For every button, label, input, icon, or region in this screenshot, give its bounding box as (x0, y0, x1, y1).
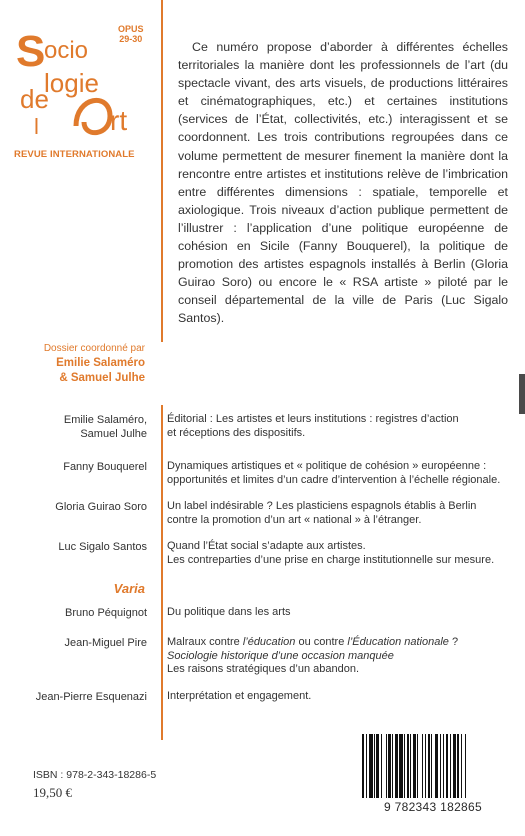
author-name (7, 413, 147, 441)
title-line: Quand l’État social s’adapte aux artistes. (167, 540, 366, 552)
title-segment: ou contre (295, 636, 348, 648)
title-line (167, 636, 512, 650)
author-name: Bruno Péquignot (65, 607, 147, 619)
article-title (167, 636, 512, 677)
price: 19,50 € (33, 785, 72, 800)
title-line: Un label indésirable ? Les plasticiens espagnols établis à Berlin (167, 500, 477, 512)
author-name: Gloria Guirao Soro (55, 501, 147, 513)
title-segment: ? (448, 636, 459, 648)
logo-swirl (76, 100, 110, 132)
barcode-bar (466, 734, 467, 798)
article-title (167, 413, 512, 440)
dossier-coordination (14, 342, 145, 386)
logo-graphic (14, 26, 154, 148)
dossier-names-2: & Samuel Julhe (59, 372, 145, 384)
dossier-label: Dossier coordonné par (43, 343, 145, 354)
orange-divider-top (161, 0, 163, 342)
varia-heading: Varia (113, 581, 145, 596)
article-title: Interprétation et engagement. (167, 690, 312, 702)
author-line: Emilie Salaméro, (63, 414, 147, 426)
opus-number: 29-30 (119, 34, 143, 44)
logo-l: l (34, 114, 39, 139)
title-line: Les raisons stratégiques d’un abandon. (167, 663, 360, 675)
edge-tab (519, 374, 525, 414)
author-name: Jean-Pierre Esquenazi (35, 691, 147, 703)
title-segment-italic: l’Éducation nationale (347, 636, 449, 648)
title-line: et réceptions des dispositifs. (167, 426, 306, 439)
author-line: Samuel Julhe (80, 428, 147, 440)
title-line: contre la promotion d’un art « national » à l’étranger. (167, 513, 422, 526)
title-segment-italic: l’éducation (242, 636, 296, 648)
journal-subtitle: REVUE INTERNATIONALE (14, 149, 135, 160)
logo-ocio: ocio (44, 37, 89, 64)
title-line: Sociologie historique d’une occasion manquée (167, 649, 394, 662)
dossier-names-1: Emilie Salaméro (56, 357, 145, 369)
logo-s: S (16, 27, 46, 76)
barcode (362, 734, 504, 798)
author-name: Fanny Bouquerel (63, 461, 147, 473)
logo-de: de (20, 84, 49, 114)
intro-paragraph (178, 38, 508, 328)
barcode-number: 9 782343 182865 (362, 800, 504, 814)
article-title: Du politique dans les arts (167, 606, 291, 618)
intro-text: Ce numéro propose d’aborder à différentes échelles territoriales la manière dont les professionnels de l’art (du spectacle vivant, des arts visuels, de productions littéraires et cinématographiques, etc.) et certaines institutions (services de l’État, collectivités, etc.) interagissent et se coordonnent. Les trois contributions regroupées dans ce volume permettent de mesurer finement la manière dont la rencontre entre artistes et institutions relève de l’imbrication entre différentes dimensions : spatiale, temporelle et axiologique. Trois niveaux d’action publique permettent de l’illustrer : l’application d’une politique européenne de cohésion en Sicile (Fanny Bouquerel), la politique de promotion des artistes espagnols installés à Berlin (Gloria Guirao Soro) ou encore le « RSA artiste » piloté par le conseil départemental de la ville de Paris (Luc Sigalo Santos). (178, 40, 508, 326)
orange-divider-bottom (161, 405, 163, 740)
title-line: Éditorial : Les artistes et leurs institutions : registres d’action (167, 413, 459, 425)
opus-label (118, 24, 144, 44)
title-line: Les contreparties d’une prise en charge institutionnelle sur mesure. (167, 553, 495, 566)
journal-logo (14, 26, 154, 148)
author-name: Jean-Miguel Pire (64, 637, 147, 649)
article-title (167, 500, 512, 527)
logo-logie: logie (44, 68, 99, 98)
isbn: ISBN : 978-2-343-18286-5 (33, 769, 157, 781)
logo-rt: rt (110, 105, 128, 136)
author-name: Luc Sigalo Santos (58, 541, 147, 553)
opus-text: OPUS (118, 24, 144, 34)
article-title (167, 460, 512, 487)
title-line: Dynamiques artistiques et « politique de cohésion » européenne : (167, 460, 487, 472)
title-segment: Malraux contre (167, 636, 243, 648)
title-line: opportunités et limites d’un cadre d’intervention à l’échelle régionale. (167, 473, 501, 486)
article-title (167, 540, 512, 567)
